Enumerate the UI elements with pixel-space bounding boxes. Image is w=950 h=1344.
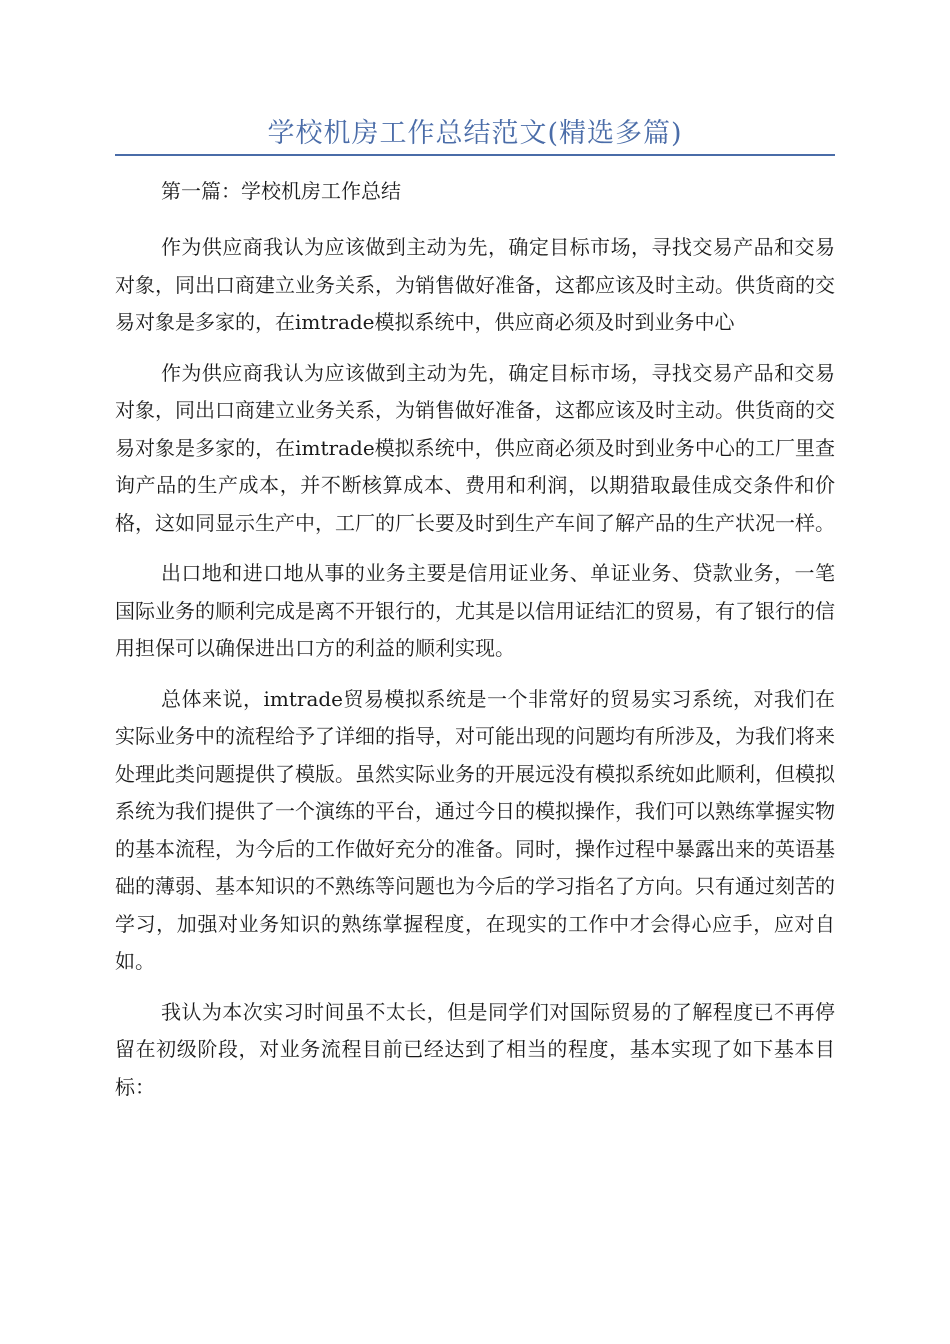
paragraph-1: 作为供应商我认为应该做到主动为先，确定目标市场，寻找交易产品和交易对象，同出口商建立业务关系，为销售做好准备，这都应该及时主动。供货商的交易对象是多家的，在imtrade模拟系统中，供应商必须及时到业务中心 <box>115 235 835 334</box>
paragraph-4: 总体来说，imtrade贸易模拟系统是一个非常好的贸易实习系统，对我们在实际业务中的流程给予了详细的指导，对可能出现的问题均有所涉及，为我们将来处理此类问题提供了模版。虽然实际业务的开展远没有模拟系统如此顺利，但模拟系统为我们提供了一个演练的平台，通过今日的模拟操作，我们可以熟练掌握实物的基本流程，为今后的工作做好充分的准备。同时，操作过程中暴露出来的英语基础的薄弱、基本知识的不熟练等问题也为今后的学习指名了方向。只有通过刻苦的学习，加强对业务知识的熟练掌握程度，在现实的工作中才会得心应手，应对自如。 <box>115 686 835 973</box>
document-body <box>115 172 835 1119</box>
paragraph-2: 作为供应商我认为应该做到主动为先，确定目标市场，寻找交易产品和交易对象，同出口商建立业务关系，为销售做好准备，这都应该及时主动。供货商的交易对象是多家的，在imtrade模拟系统中，供应商必须及时到业务中心的工厂里查询产品的生产成本，并不断核算成本、费用和利润，以期猎取最佳成交条件和价格，这如同显示生产中，工厂的厂长要及时到生产车间了解产品的生产状况一样。 <box>115 360 835 535</box>
paragraph-5: 我认为本次实习时间虽不太长，但是同学们对国际贸易的了解程度已不再停留在初级阶段，对业务流程目前已经达到了相当的程度，基本实现了如下基本目标： <box>115 999 835 1099</box>
document-title: 学校机房工作总结范文(精选多篇) <box>267 118 683 149</box>
title-underline <box>115 154 835 156</box>
section-heading: 第一篇：学校机房工作总结 <box>161 179 401 203</box>
paragraph-3: 出口地和进口地从事的业务主要是信用证业务、单证业务、贷款业务，一笔国际业务的顺利完成是离不开银行的，尤其是以信用证结汇的贸易，有了银行的信用担保可以确保进出口方的利益的顺利实现。 <box>115 561 835 660</box>
